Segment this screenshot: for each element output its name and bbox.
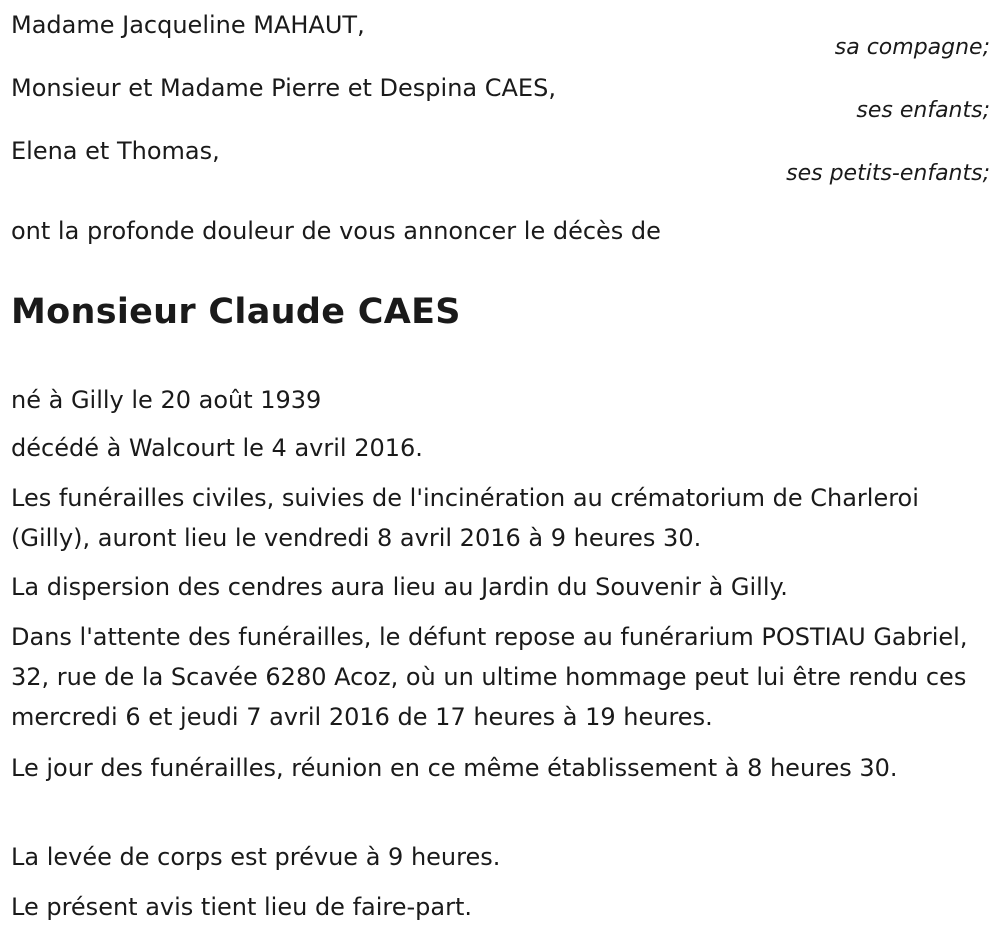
announcement-text: ont la profonde douleur de vous annoncer le décès de — [11, 217, 661, 245]
closing-note: Le présent avis tient lieu de faire-part. — [11, 893, 473, 921]
paragraph-block-5 — [11, 837, 986, 877]
family-role-3 — [786, 161, 990, 187]
family-name: Madame Jacqueline MAHAUT, — [11, 11, 365, 39]
funerarium-details: Dans l'attente des funérailles, le défunt repose au funérarium POSTIAU Gabriel, 32, rue de la Scavée 6280 Acoz, où un ultime hommage peut lui être rendu ces mercredi 6 et jeudi 7 avril 2016 de 17 heures à 19 heures. — [11, 623, 968, 731]
paragraph-block-3 — [11, 617, 986, 737]
death-text: décédé à Walcourt le 4 avril 2016. — [11, 434, 423, 462]
paragraph-block-6 — [11, 887, 986, 927]
family-role: ses petits-enfants; — [786, 161, 990, 186]
family-name: Monsieur et Madame Pierre et Despina CAES, — [11, 74, 556, 102]
family-role: sa compagne; — [834, 35, 990, 60]
birth-block — [11, 380, 321, 420]
paragraph-block-1 — [11, 478, 986, 558]
family-role-1 — [835, 35, 990, 61]
ash-dispersion: La dispersion des cendres aura lieu au Jardin du Souvenir à Gilly. — [11, 573, 788, 601]
family-entry-2 — [11, 73, 991, 103]
body-removal: La levée de corps est prévue à 9 heures. — [11, 843, 501, 871]
family-name: Elena et Thomas, — [11, 137, 220, 165]
deceased-name: Monsieur Claude CAES — [11, 292, 461, 332]
meeting-details: Le jour des funérailles, réunion en ce même établissement à 8 heures 30. — [11, 754, 898, 782]
announcement-block — [11, 216, 661, 246]
funeral-details: Les funérailles civiles, suivies de l'incinération au crématorium de Charleroi (Gilly), auront lieu le vendredi 8 avril 2016 à 9 heures 30. — [11, 484, 919, 552]
family-role: ses enfants; — [856, 98, 990, 123]
birth-text: né à Gilly le 20 août 1939 — [11, 386, 322, 414]
family-role-2 — [856, 98, 990, 124]
death-block — [11, 428, 423, 468]
deceased-block — [11, 292, 461, 332]
paragraph-block-2 — [11, 567, 986, 607]
paragraph-block-4 — [11, 748, 986, 788]
